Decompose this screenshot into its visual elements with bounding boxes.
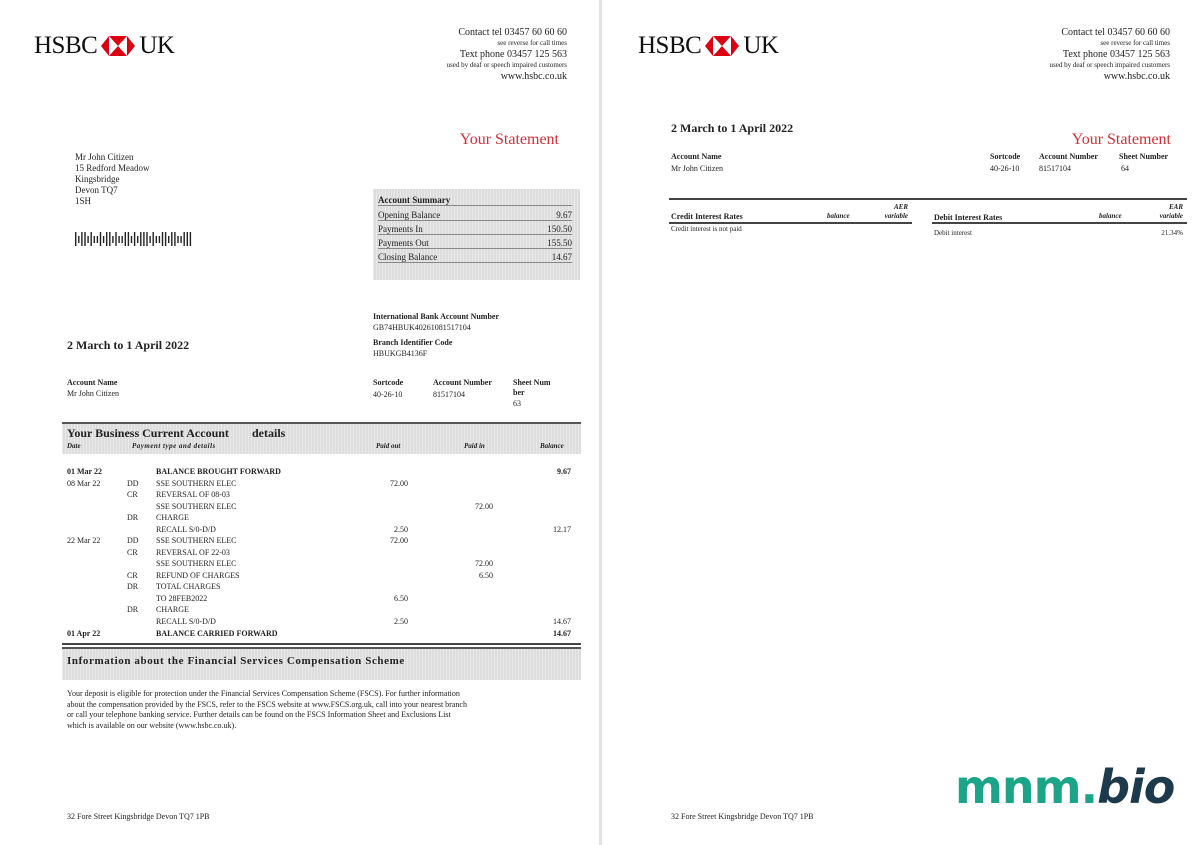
account-name-label: Account Name (67, 378, 118, 387)
tx-type: CR (127, 570, 138, 580)
details-title-suffix: details (252, 426, 286, 440)
tx-desc: BALANCE CARRIED FORWARD (156, 629, 278, 638)
tx-paid-out: 72.00 (390, 478, 408, 488)
col-paid-out: Paid out (376, 442, 401, 450)
fscs-header (62, 647, 581, 680)
tx-paid-out: 2.50 (394, 616, 408, 626)
text-phone-note: used by deaf or speech impaired customers (446, 61, 567, 69)
sortcode: 40-26-10 (373, 390, 403, 399)
tx-paid-in: 72.00 (475, 559, 493, 568)
logo-text: HSBC (34, 32, 98, 59)
account-summary (373, 189, 580, 280)
statement-title: Your Statement (459, 131, 559, 148)
tx-balance: 9.67 (557, 467, 571, 476)
tx-desc: TO 28FEB2022 (156, 593, 208, 603)
credit-aer-col: AER variable (884, 203, 908, 220)
tx-desc: SSE SOUTHERN ELEC (156, 501, 237, 511)
debit-ear-col: EAR variable (1159, 203, 1183, 220)
address-block (75, 152, 149, 207)
postal-barcode-icon (75, 232, 195, 247)
tx-desc: SSE SOUTHERN ELEC (156, 478, 237, 488)
iban-value: GB74HBUK40261081517104 (373, 323, 471, 332)
fscs-text: Your deposit is eligible for protection under the Financial Services Compensation Scheme (FSCS). For further information about the compensation provided by the FSCS, refer to the FSCS website at www.FSCS.org.uk, call into your nearest branch or call your telephone banking service. Further details can be found on the FSCS Information Sheet and Exclusions List which is available on our website (www.hsbc.co.uk). (67, 689, 467, 730)
summary-row: Closing Balance 14.67 (378, 249, 572, 263)
tx-desc: SSE SOUTHERN ELEC (156, 536, 237, 545)
tx-type: CR (127, 547, 138, 557)
details-header (62, 422, 581, 454)
sortcode-label: Sortcode (990, 152, 1021, 161)
statement-period: 2 March to 1 April 2022 (671, 121, 794, 135)
sheet-number: 64 (1121, 164, 1129, 173)
summary-row: Opening Balance 9.67 (378, 207, 572, 221)
tx-paid-out: 72.00 (390, 536, 408, 545)
contact-block (446, 27, 567, 82)
bic-value: HBUKGB4136F (373, 349, 428, 358)
credit-balance-col: balance (827, 212, 850, 220)
summary-title: Account Summary (378, 192, 572, 206)
footer-address: 32 Fore Street Kingsbridge Devon TQ7 1PB (671, 812, 814, 821)
address-line: 1SH (75, 196, 92, 206)
sheet-number-label: Sheet Num ber (513, 378, 551, 397)
tx-desc: CHARGE (156, 605, 189, 614)
tx-type: DR (127, 605, 139, 614)
tx-balance: 14.67 (553, 616, 571, 626)
tx-desc: BALANCE BROUGHT FORWARD (156, 467, 281, 476)
sheet-number: 63 (513, 399, 521, 408)
tx-paid-in: 6.50 (479, 570, 493, 580)
bic-label: Branch Identifier Code (373, 338, 453, 347)
account-name: Mr John Citizen (671, 164, 723, 173)
sortcode-label: Sortcode (373, 378, 404, 387)
table-bottom-rule (62, 643, 581, 645)
debit-interest-text: Debit interest (934, 229, 972, 237)
rates-top-rule (669, 198, 1187, 200)
account-name: Mr John Citizen (67, 389, 119, 398)
tx-paid-in: 72.00 (475, 501, 493, 511)
credit-interest-text: Credit interest is not paid (671, 225, 742, 233)
address-line: 15 Redford Meadow (75, 163, 150, 173)
debit-rule (932, 222, 1187, 224)
tx-desc: REFUND OF CHARGES (156, 570, 240, 580)
watermark: mnm.bio (955, 760, 1175, 814)
tx-paid-out: 6.50 (394, 593, 408, 603)
tx-date: 22 Mar 22 (67, 536, 101, 545)
call-times: see reverse for call times (497, 39, 567, 47)
contact-block: Contact tel 03457 60 60 60 see reverse for call times Text phone 03457 125 563 used by deaf or speech impaired customers www.hsbc.co.uk (1049, 27, 1170, 82)
statement-period: 2 March to 1 April 2022 (67, 338, 190, 352)
col-paid-in: Paid in (464, 442, 485, 450)
statement-page-1 (0, 0, 599, 845)
account-number-label: Account Number (1039, 152, 1098, 161)
col-date: Date (67, 442, 81, 450)
tx-desc: CHARGE (156, 513, 189, 522)
account-name-label: Account Name (671, 152, 722, 161)
account-number-label: Account Number (433, 378, 492, 387)
footer-address: 32 Fore Street Kingsbridge Devon TQ7 1PB (67, 812, 210, 821)
fscs-title: Information about the Financial Services Compensation Scheme (67, 655, 405, 667)
tx-type: CR (127, 490, 138, 499)
contact-tel: Contact tel 03457 60 60 60 (458, 27, 567, 38)
tx-desc: RECALL S/0-D/D (156, 524, 216, 534)
address-line: Mr John Citizen (75, 152, 134, 162)
iban-label: International Bank Account Number (373, 312, 500, 321)
tx-date: 01 Mar 22 (67, 467, 102, 476)
address-line: Kingsbridge (75, 174, 120, 184)
tx-date: 01 Apr 22 (67, 629, 101, 638)
address-line: Devon TQ7 (75, 185, 118, 195)
website: www.hsbc.co.uk (500, 71, 567, 82)
hsbc-hexagon-icon (705, 36, 739, 56)
summary-row: Payments In 150.50 (378, 221, 572, 235)
tx-desc: REVERSAL OF 22-03 (156, 547, 230, 557)
sheet-number-label: Sheet Number (1119, 152, 1169, 161)
credit-rates-title: Credit Interest Rates (671, 212, 743, 221)
tx-desc: TOTAL CHARGES (156, 582, 221, 591)
hsbc-logo: HSBC UK (638, 32, 779, 59)
summary-row: Payments Out 155.50 (378, 235, 572, 249)
tx-type: DR (127, 582, 139, 591)
tx-type: DD (127, 478, 139, 488)
details-title: Your Business Current Account (67, 426, 229, 440)
tx-balance: 12.17 (553, 524, 571, 534)
tx-balance: 14.67 (553, 629, 571, 638)
hsbc-hexagon-icon (101, 36, 135, 56)
col-balance: Balance (540, 442, 564, 450)
tx-date: 08 Mar 22 (67, 478, 101, 488)
account-number: 81517104 (433, 390, 465, 399)
debit-interest-rate: 21.34% (1161, 229, 1183, 237)
debit-rates-title: Debit Interest Rates (934, 213, 1003, 222)
tx-desc: SSE SOUTHERN ELEC (156, 559, 237, 568)
text-phone: Text phone 03457 125 563 (459, 49, 567, 60)
col-payment-type: Payment type and details (132, 442, 216, 450)
statement-page-2 (602, 0, 1202, 845)
sortcode: 40-26-10 (990, 164, 1020, 173)
account-number: 81517104 (1039, 164, 1071, 173)
debit-balance-col: balance (1099, 212, 1122, 220)
tx-desc: RECALL S/0-D/D (156, 616, 216, 626)
credit-rule (669, 222, 912, 224)
hsbc-logo (34, 32, 174, 60)
logo-text: UK (139, 32, 175, 59)
tx-type: DD (127, 536, 139, 545)
tx-paid-out: 2.50 (394, 524, 408, 534)
tx-desc: REVERSAL OF 08-03 (156, 490, 230, 499)
tx-type: DR (127, 513, 139, 522)
statement-title: Your Statement (1071, 131, 1171, 148)
